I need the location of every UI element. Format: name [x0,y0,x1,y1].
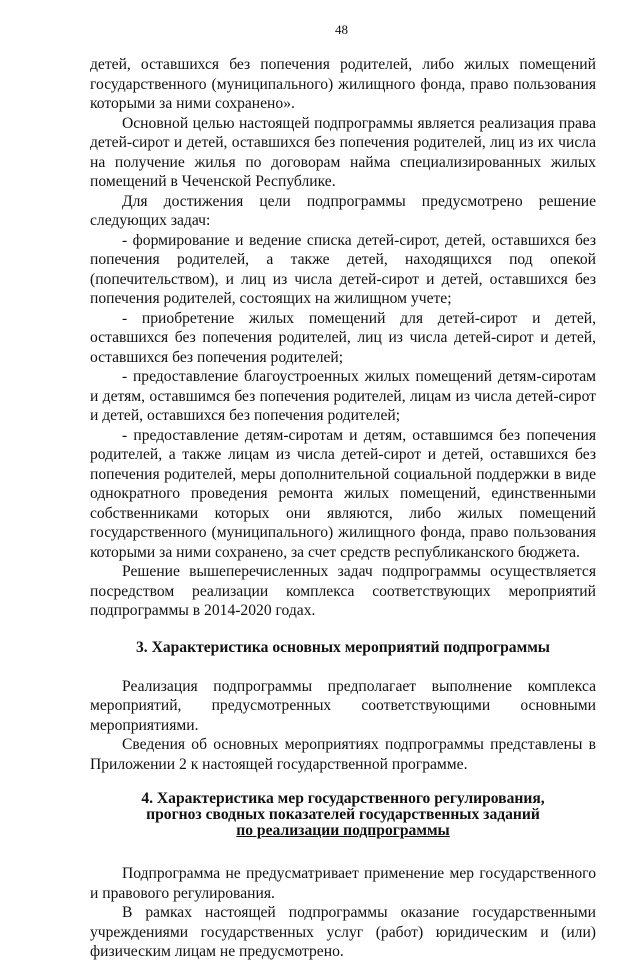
section-4-paragraph-regulation: Подпрограмма не предусматривает применение мер государственного и правового регулирования. [90,865,596,902]
task-item-provision: - предоставление благоустроенных жилых помещений детям-сиротам и детям, оставшимся без попечения родителей, лицам из числа детей-сирот и детей, оставшихся без попечения родителей; [90,368,596,424]
task-item-repair-support: - предоставление детям-сиротам и детям, оставшимся без попечения родителей, а также лицам из числа детей-сирот и детей, оставшихся без попечения родителей, меры дополнительной социальной поддержки в виде однократного проведения ремонта жилых помещений, единственными собственниками которых они являются, либо жилых помещений государственного (муниципального) жилищного фонда, право пользования которыми за ними сохранено, за счет средств республиканского бюджета. [90,426,596,561]
section-4-heading-line-1: 4. Характеристика мер государственного регулирования, [141,790,545,807]
section-3-paragraph-implementation: Реализация подпрограммы предполагает выполнение комплекса мероприятий, предусмотренных соответствующими основными мероприятиями. [90,677,596,734]
paragraph-tasks-intro: Для достижения цели подпрограммы предусмотрено решение следующих задач: [90,192,596,229]
section-4-heading [90,791,596,839]
task-item-acquisition: - приобретение жилых помещений для детей-сирот и детей, оставшихся без попечения родителей, лиц из числа детей-сирот и детей, оставшихся без попечения родителей; [90,309,596,366]
section-4-heading-line-3: по реализации подпрограммы [236,822,450,839]
section-3-heading: 3. Характеристика основных мероприятий подпрограммы [135,638,550,656]
section-4-paragraph-services: В рамках настоящей подпрограммы оказание государственными учреждениями государственных услуг (работ) юридическим и (или) физическим лицам не предусмотрено. [90,904,596,960]
paragraph-tasks-solution: Решение вышеперечисленных задач подпрограммы осуществляется посредством реализации комплекса соответствующих мероприятий подпрограммы в 2014-2020 годах. [90,563,596,619]
section-3-paragraph-appendix: Сведения об основных мероприятиях подпрограммы представлены в Приложении 2 к настоящей государственной программе. [90,736,596,773]
task-item-list-formation: - формирование и ведение списка детей-сирот, детей, оставшихся без попечения родителей, а также детей, находящихся под опекой (попечительством), и лиц из числа детей-сирот и детей, оставшихся без попечения родителей, состоящих на жилищном учете; [90,231,596,307]
page-number: 48 [335,22,348,37]
section-4-heading-line-2: прогноз сводных показателей государственных заданий [146,806,540,823]
paragraph-continuation: детей, оставшихся без попечения родителей, либо жилых помещений государственного (муниципального) жилищного фонда, право пользования которыми за ними сохранено». [90,56,596,112]
paragraph-main-goal: Основной целью настоящей подпрограммы является реализация права детей-сирот и детей, оставшихся без попечения родителей, лиц из их числа на получение жилья по договорам найма специализированных жилых помещений в Чеченской Республике. [90,114,596,190]
